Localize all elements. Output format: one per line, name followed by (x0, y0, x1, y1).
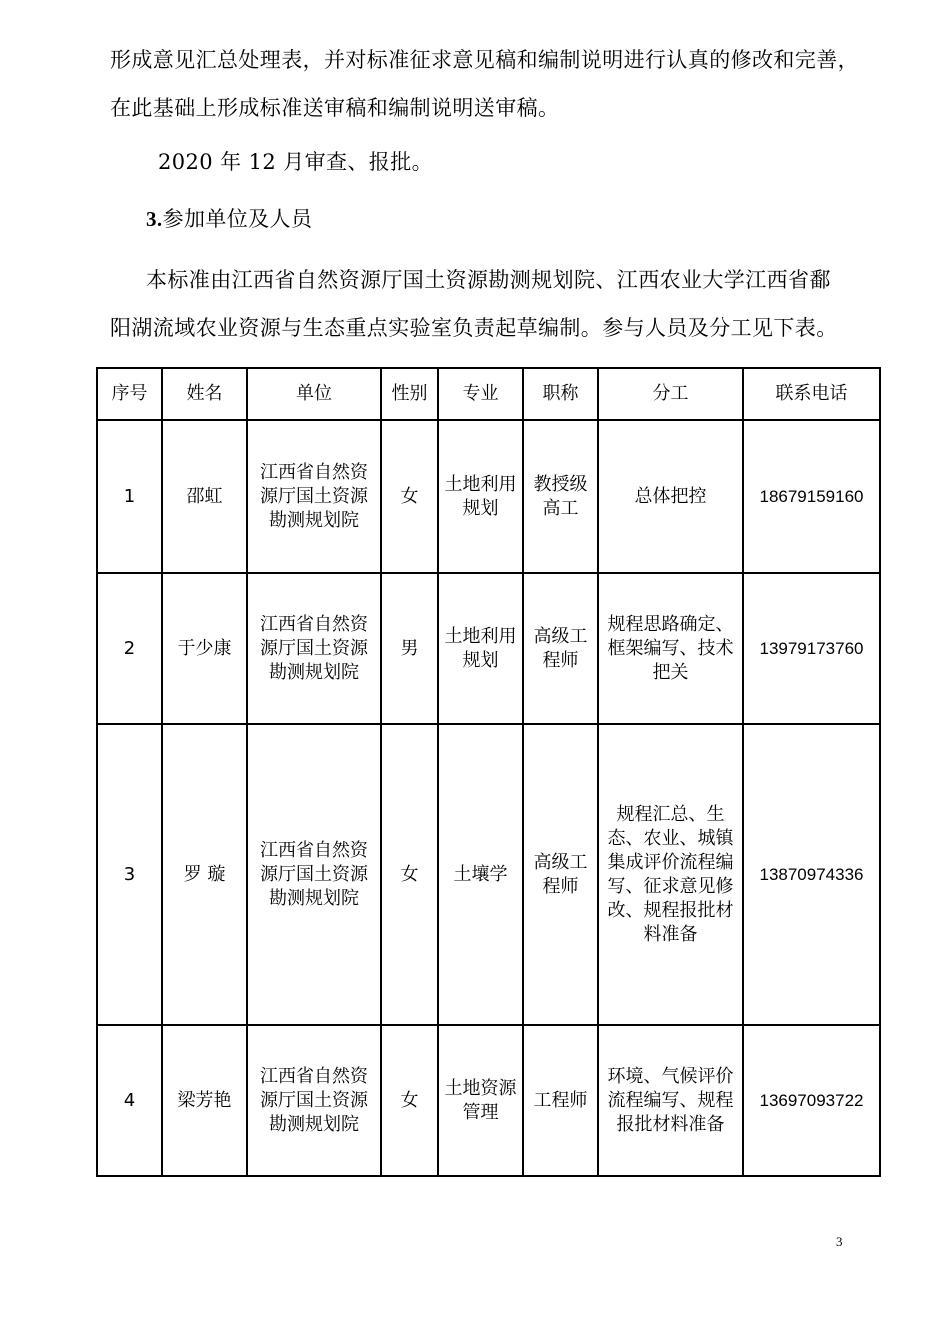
header-cell: 专业 (438, 368, 523, 420)
table-header-row (97, 368, 880, 420)
cell-no: 2 (97, 573, 162, 724)
cell-phone: 18679159160 (743, 420, 880, 573)
cell-unit: 江西省自然资源厅国土资源勘测规划院 (247, 573, 381, 724)
body-line-5: 本标准由江西省自然资源厅国土资源勘测规划院、江西农业大学江西省鄱 (146, 268, 831, 292)
cell-task: 环境、气候评价流程编写、规程报批材料准备 (598, 1025, 743, 1176)
cell-gender: 女 (381, 724, 438, 1025)
cell-title: 高级工程师 (523, 724, 598, 1025)
header-cell: 姓名 (162, 368, 247, 420)
section-heading (146, 207, 926, 231)
body-line-3: 2020 年 12 月审查、报批。 (158, 150, 433, 174)
cell-no: 4 (97, 1025, 162, 1176)
cell-task: 总体把控 (598, 420, 743, 573)
cell-gender: 女 (381, 1025, 438, 1176)
cell-major: 土地资源管理 (438, 1025, 523, 1176)
header-cell: 性别 (381, 368, 438, 420)
staff-table (96, 367, 881, 1177)
cell-title: 高级工程师 (523, 573, 598, 724)
body-line-1: 形成意见汇总处理表，并对标准征求意见稿和编制说明进行认真的修改和完善， (110, 48, 859, 72)
table-row (97, 724, 880, 1025)
section-heading-number: 3. (146, 207, 163, 231)
cell-unit: 江西省自然资源厅国土资源勘测规划院 (247, 1025, 381, 1176)
cell-major: 土地利用规划 (438, 573, 523, 724)
cell-name: 邵虹 (162, 420, 247, 573)
cell-gender: 男 (381, 573, 438, 724)
section-heading-text: 参加单位及人员 (162, 207, 313, 231)
cell-unit: 江西省自然资源厅国土资源勘测规划院 (247, 724, 381, 1025)
header-cell: 序号 (97, 368, 162, 420)
body-line-2: 在此基础上形成标准送审稿和编制说明送审稿。 (110, 96, 560, 120)
table-row (97, 1025, 880, 1176)
table-row (97, 573, 880, 724)
header-cell: 单位 (247, 368, 381, 420)
cell-task: 规程思路确定、框架编写、技术把关 (598, 573, 743, 724)
body-line-6: 阳湖流域农业资源与生态重点实验室负责起草编制。参与人员及分工见下表。 (110, 316, 838, 340)
cell-title: 工程师 (523, 1025, 598, 1176)
cell-phone: 13697093722 (743, 1025, 880, 1176)
cell-name: 梁芳艳 (162, 1025, 247, 1176)
header-cell: 职称 (523, 368, 598, 420)
cell-name: 罗 璇 (162, 724, 247, 1025)
page-number: 3 (836, 1234, 843, 1249)
cell-major: 土壤学 (438, 724, 523, 1025)
table-row (97, 420, 880, 573)
cell-no: 1 (97, 420, 162, 573)
cell-name: 于少康 (162, 573, 247, 724)
cell-gender: 女 (381, 420, 438, 573)
cell-title: 教授级高工 (523, 420, 598, 573)
cell-phone: 13979173760 (743, 573, 880, 724)
cell-phone: 13870974336 (743, 724, 880, 1025)
header-cell: 联系电话 (743, 368, 880, 420)
cell-major: 土地利用规划 (438, 420, 523, 573)
cell-task: 规程汇总、生态、农业、城镇集成评价流程编写、征求意见修改、规程报批材料准备 (598, 724, 743, 1025)
cell-no: 3 (97, 724, 162, 1025)
cell-unit: 江西省自然资源厅国土资源勘测规划院 (247, 420, 381, 573)
header-cell: 分工 (598, 368, 743, 420)
